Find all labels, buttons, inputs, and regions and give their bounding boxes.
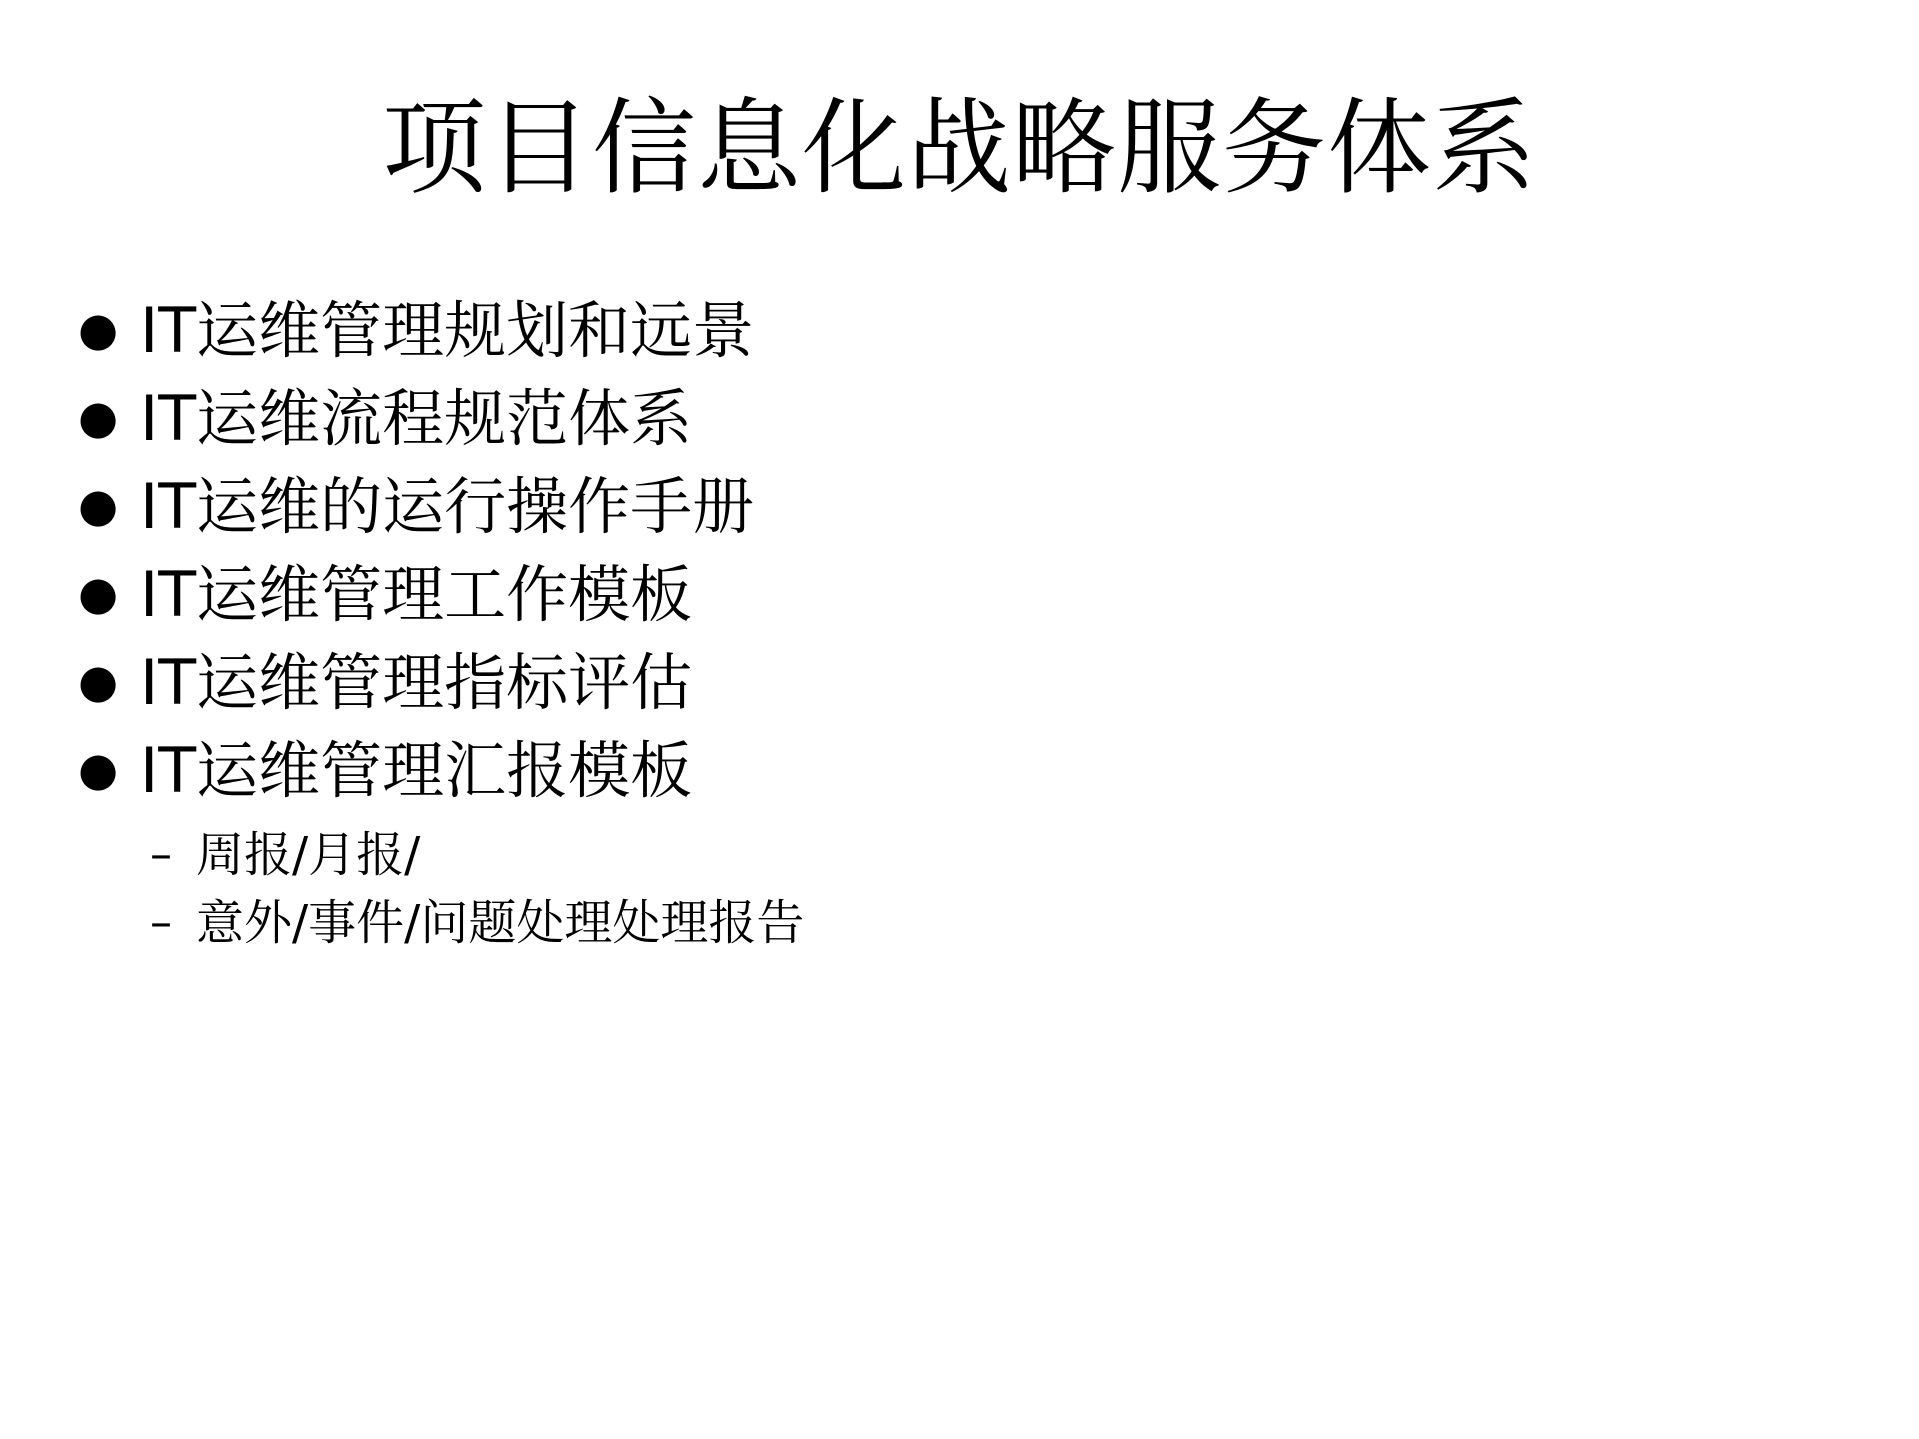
sub-list-item — [150, 892, 1838, 954]
dash-icon: – — [150, 897, 172, 948]
list-item-label: IT运维管理规划和远景 — [140, 294, 755, 367]
sub-list — [150, 824, 1838, 954]
list-item — [78, 472, 1838, 542]
list-item-label: IT运维管理工作模板 — [140, 558, 693, 631]
bullet-icon: ● — [78, 566, 119, 620]
list-item — [78, 648, 1838, 718]
list-item — [78, 736, 1838, 806]
list-item-label: IT运维的运行操作手册 — [140, 470, 755, 543]
bullet-icon: ● — [78, 478, 119, 532]
list-item — [78, 560, 1838, 630]
bullet-icon: ● — [78, 654, 119, 708]
page-title: 项目信息化战略服务体系 — [381, 87, 1537, 209]
bullet-list — [78, 296, 1838, 960]
sub-list-item-label: 意外/事件/问题处理处理报告 — [196, 895, 805, 951]
bullet-icon: ● — [78, 390, 119, 444]
sub-list-item — [150, 824, 1838, 886]
list-item-label: IT运维管理汇报模板 — [140, 734, 693, 807]
dash-icon: – — [150, 829, 172, 880]
sub-list-item-label: 周报/月报/ — [196, 827, 421, 883]
list-item-label: IT运维管理指标评估 — [140, 646, 693, 719]
list-item — [78, 384, 1838, 454]
list-item — [78, 296, 1838, 366]
bullet-icon: ● — [78, 742, 119, 796]
list-item-label: IT运维流程规范体系 — [140, 382, 693, 455]
bullet-icon: ● — [78, 302, 119, 356]
